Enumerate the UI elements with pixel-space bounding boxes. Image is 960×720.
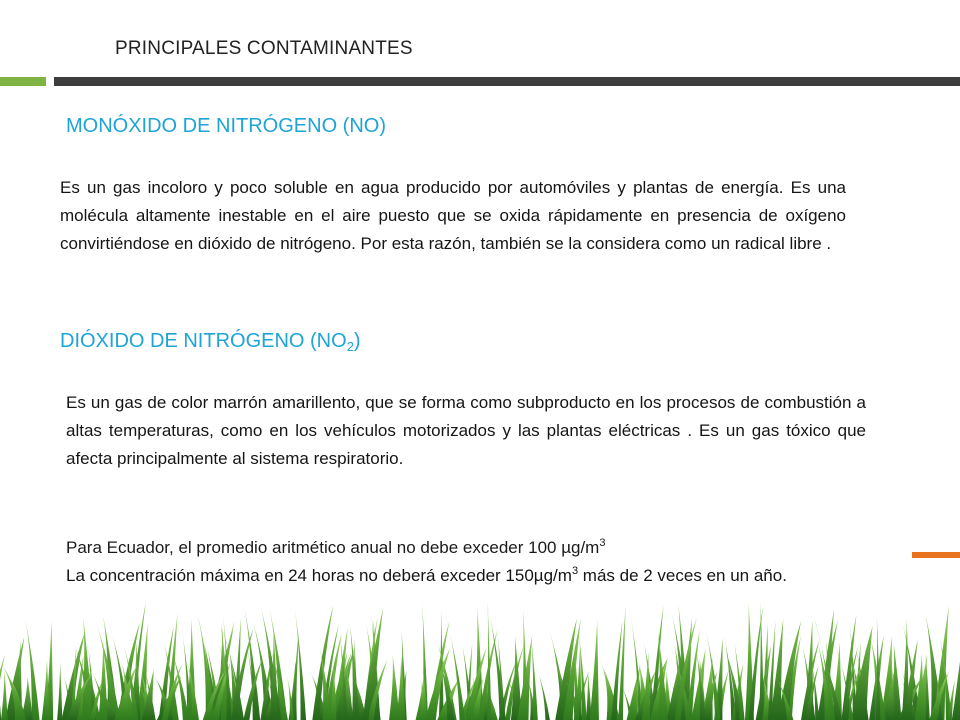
grass-blade: [590, 620, 599, 720]
paragraph-dioxido: Es un gas de color marrón amarillento, que se forma como subproducto en los procesos de combustión a altas temperaturas, como en los vehículos motorizados y las plantas eléctricas . Es un gas tóxico que afecta principalmente al sistema respiratorio.: [66, 393, 866, 468]
heading-dioxido-close: ): [353, 330, 361, 352]
header-accent-green: [0, 77, 46, 86]
grass-decoration: [0, 600, 960, 720]
grass-blade: [57, 662, 62, 720]
heading-monoxido: MONÓXIDO DE NITRÓGENO (NO): [66, 115, 386, 137]
ecuador-24h-sup: 3: [571, 565, 579, 577]
ecuador-24h-limit: [66, 562, 866, 590]
grass-blade: [81, 618, 92, 720]
heading-dioxido: [60, 330, 361, 354]
paragraph-monoxido: Es un gas incoloro y poco soluble en agua producido por automóviles y plantas de energía. Es una molécula altamente inestable en el aire puesto que se oxida rápidamente en presencia de oxígeno convirtiéndose en dióxido de nitrógeno. Por esta razón, también se la considera como un radical libre .: [60, 178, 846, 253]
grass-blade: [536, 665, 550, 720]
orange-accent-bar: [912, 552, 960, 558]
ecuador-annual-limit: [66, 534, 605, 562]
slide-title: PRINCIPALES CONTAMINANTES: [115, 38, 413, 59]
grass-blade: [0, 651, 1, 720]
grass-blade: [952, 620, 960, 720]
ecuador-24h-text-b: más de 2 veces en un año.: [578, 566, 787, 585]
grass-blade: [198, 618, 215, 720]
grass-blade: [1, 670, 8, 720]
grass-blade: [618, 605, 625, 720]
grass-blade: [98, 641, 107, 720]
heading-dioxido-subscript: 2: [346, 339, 354, 354]
heading-dioxido-text: DIÓXIDO DE NITRÓGENO (NO: [60, 330, 347, 352]
ecuador-annual-text: Para Ecuador, el promedio aritmético anual no debe exceder 100 µg/m: [66, 538, 600, 557]
ecuador-annual-sup: 3: [599, 537, 606, 549]
ecuador-24h-text-a: La concentración máxima en 24 horas no deberá exceder 150µg/m: [66, 566, 572, 585]
header-divider-bar: [54, 77, 960, 86]
